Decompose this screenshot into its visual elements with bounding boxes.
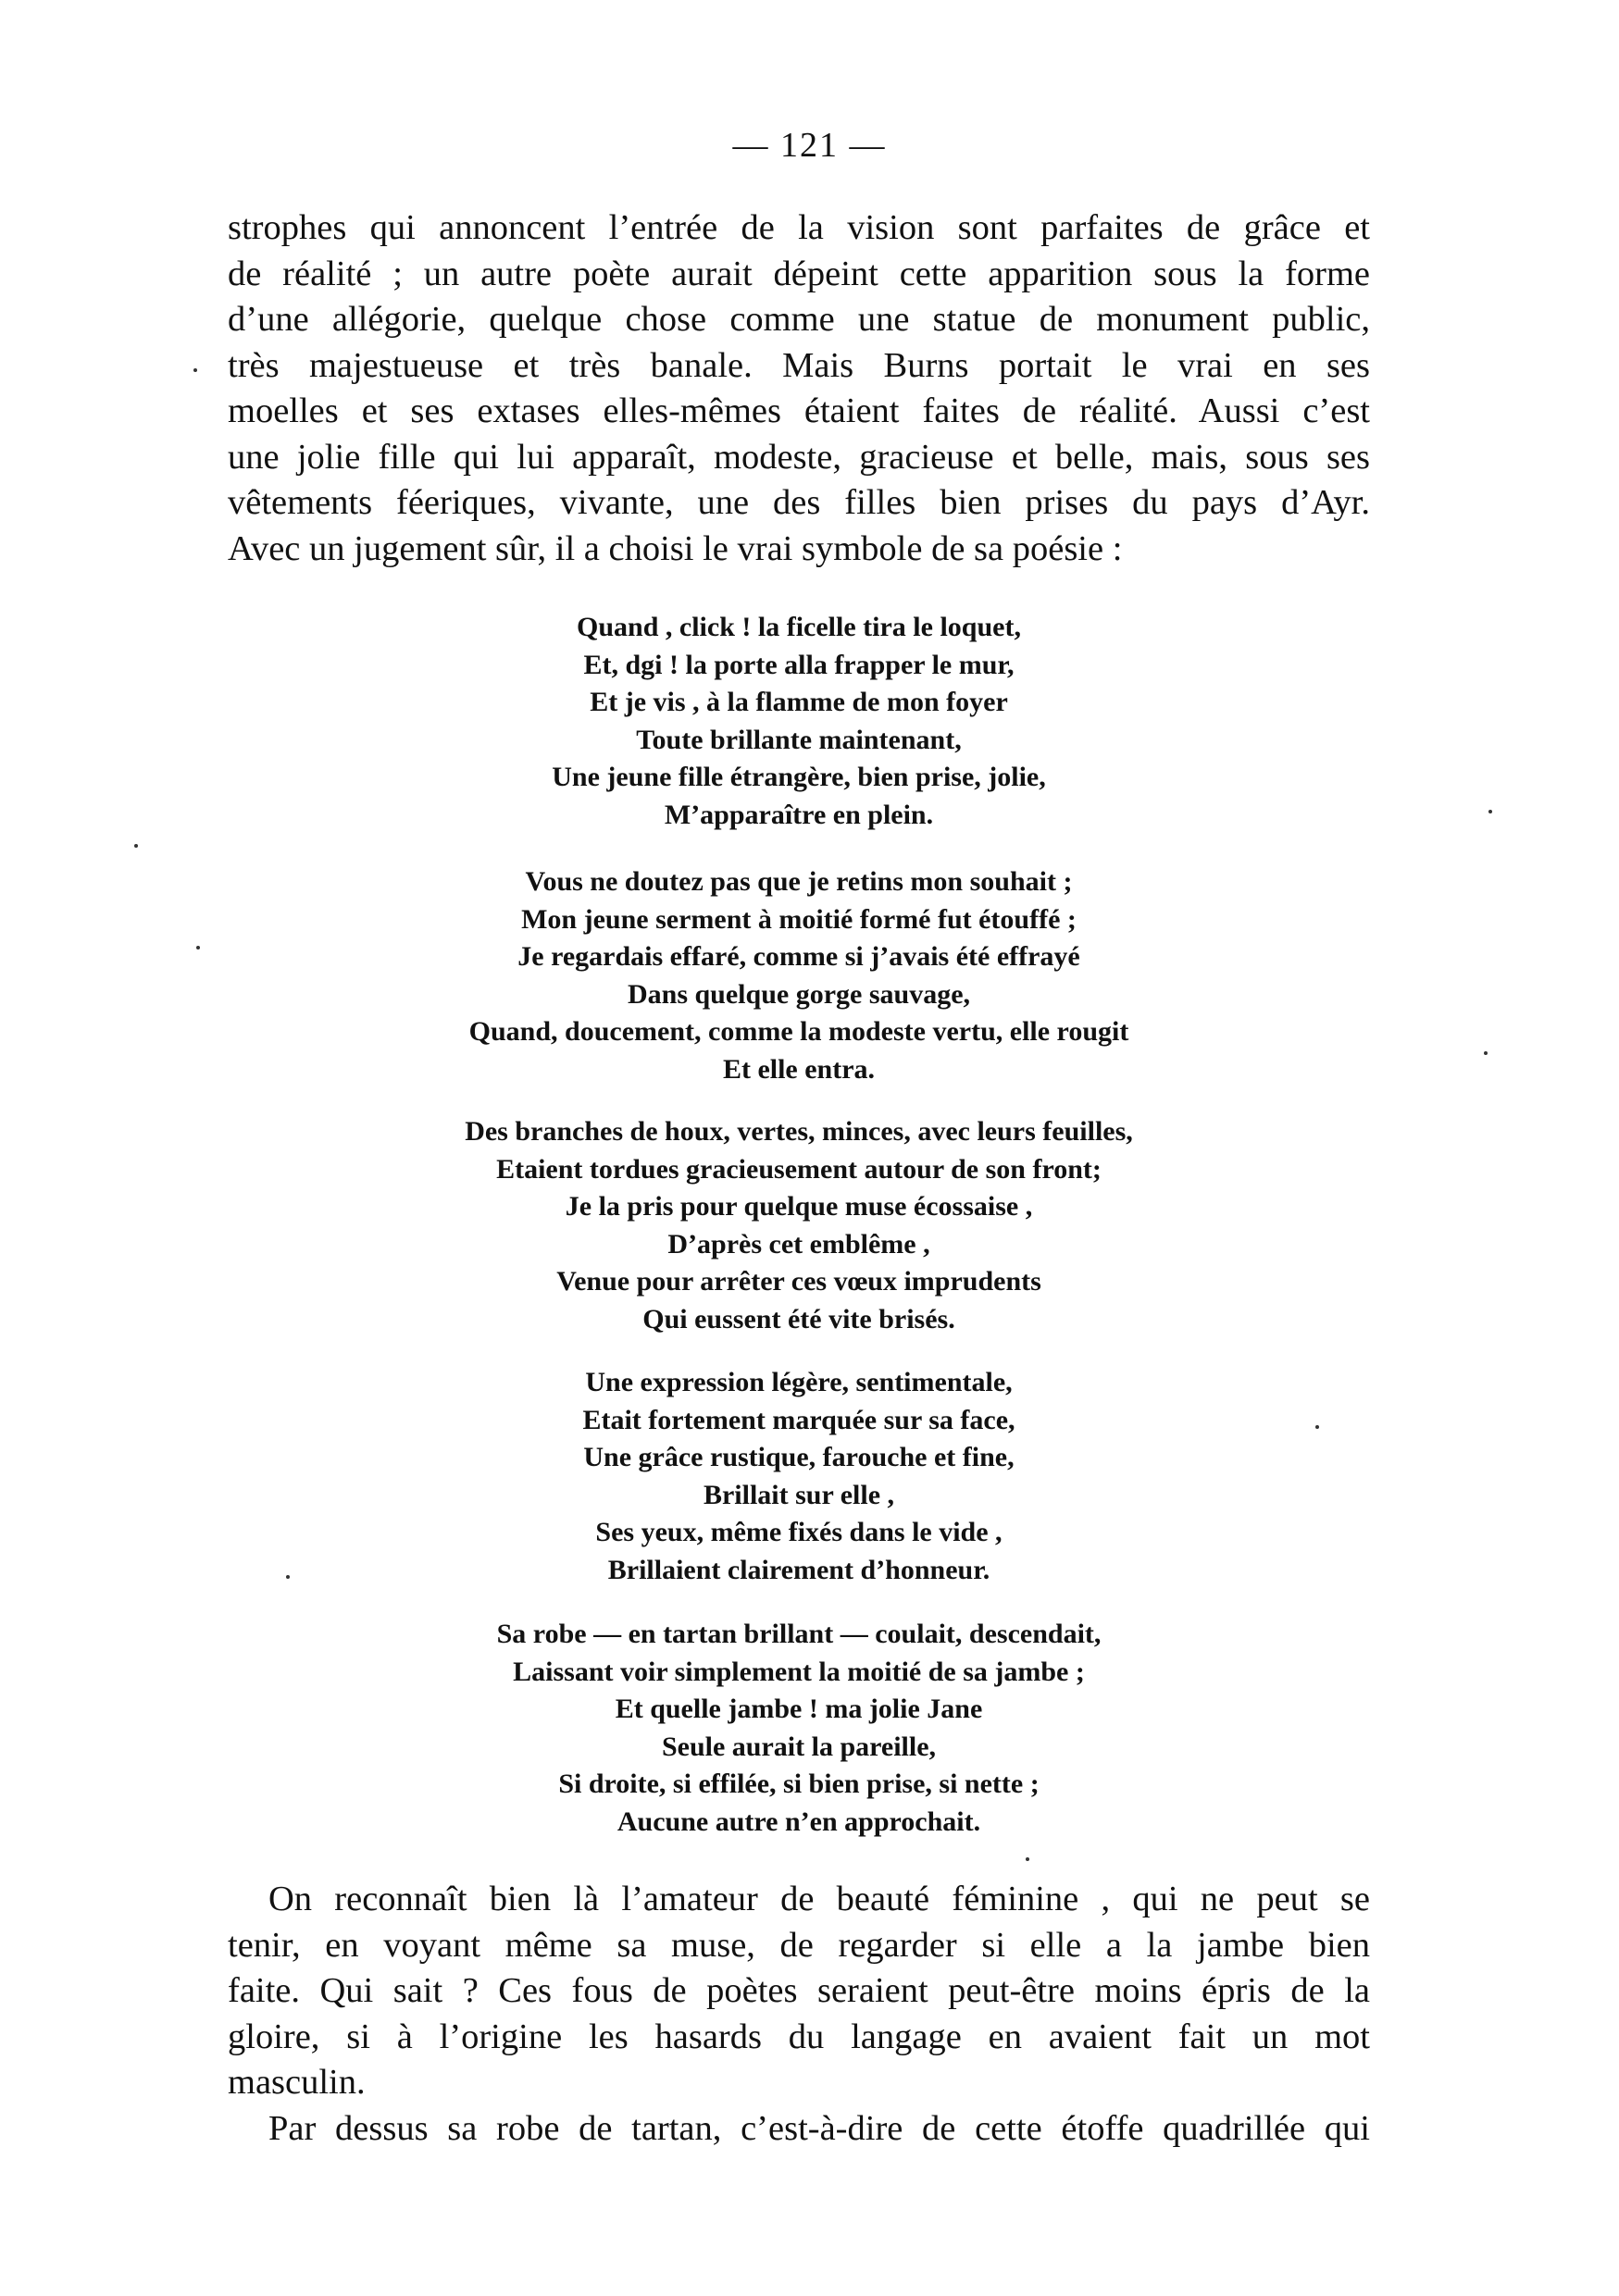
text-line: On reconnaît bien là l’amateur de beauté féminine , qui ne peut se [268, 1880, 1370, 1918]
text-line: moelles et ses extases elles-mêmes étaient faites de réalité. Aussi c’est [228, 391, 1370, 430]
verse-line: Laissant voir simplement la moitié de sa jambe ; [513, 1656, 1085, 1687]
verse-line: Une expression légère, sentimentale, [585, 1367, 1013, 1397]
scan-speck [286, 1575, 290, 1579]
verse-line: Brillait sur elle , [703, 1479, 895, 1510]
verse-line: Si droite, si effilée, si bien prise, si nette ; [558, 1769, 1040, 1799]
outro-paragraphs [228, 1877, 1370, 2152]
verse-line: Seule aurait la pareille, [661, 1731, 937, 1762]
verse-line: Brillaient clairement d’honneur. [607, 1554, 990, 1585]
verse-line: Toute brillante maintenant, [636, 724, 962, 755]
poem-stanza-4 [228, 1364, 1370, 1589]
scan-speck [1488, 810, 1492, 813]
verse-line: Une grâce rustique, farouche et fine, [583, 1442, 1015, 1472]
verse-line: Etaient tordues gracieusement autour de son front; [496, 1153, 1102, 1185]
scan-speck [134, 844, 138, 848]
verse-line: Aucune autre n’en approchait. [616, 1806, 981, 1837]
text-line: strophes qui annoncent l’entrée de la vision sont parfaites de grâce et [228, 208, 1370, 247]
verse-line: Sa robe — en tartan brillant — coulait, descendait, [496, 1619, 1102, 1649]
text-line: très majestueuse et très banale. Mais Burns portait le vrai en ses [228, 345, 1370, 385]
verse-line: Venue pour arrêter ces vœux imprudents [556, 1266, 1041, 1297]
text-line: de réalité ; un autre poète aurait dépeint cette apparition sous la forme [228, 254, 1370, 293]
scan-speck [1026, 1857, 1029, 1861]
scan-speck [196, 946, 200, 949]
text-line: gloire, si à l’origine les hasards du langage en avaient fait un mot [228, 2017, 1370, 2056]
scan-speck [1315, 1425, 1319, 1429]
verse-line: Et, dgi ! la porte alla frapper le mur, [583, 649, 1015, 680]
text-line: d’une allégorie, quelque chose comme une statue de monument public, [228, 300, 1370, 339]
verse-line: Mon jeune serment à moitié formé fut étouffé ; [521, 903, 1077, 935]
verse-line: Des branches de houx, vertes, minces, avec leurs feuilles, [465, 1116, 1133, 1147]
text-line: Par dessus sa robe de tartan, c’est-à-dire de cette étoffe quadrillée qui [268, 2108, 1370, 2148]
text-line: masculin. [228, 2063, 366, 2102]
text-line: une jolie fille qui lui apparaît, modeste, gracieuse et belle, mais, sous ses [228, 437, 1370, 477]
poem-stanza-3 [228, 1113, 1370, 1338]
verse-line: Qui eussent été vite brisés. [642, 1303, 955, 1334]
poem-stanza-2 [228, 863, 1370, 1088]
verse-line: Et elle entra. [722, 1053, 876, 1085]
verse-line: Une jeune fille étrangère, bien prise, jolie, [552, 762, 1046, 792]
verse-line: Dans quelque gorge sauvage, [627, 978, 971, 1010]
scan-speck [1484, 1051, 1488, 1055]
text-line: tenir, en voyant même sa muse, de regarder si elle a la jambe bien [228, 1925, 1370, 1965]
verse-line: Etait fortement marquée sur sa face, [582, 1404, 1015, 1435]
scan-speck [193, 368, 197, 372]
text-line: vêtements féeriques, vivante, une des filles bien prises du pays d’Ayr. [228, 483, 1370, 522]
verse-line: Je la pris pour quelque muse écossaise , [565, 1191, 1033, 1222]
verse-line: M’apparaître en plein. [664, 799, 934, 830]
verse-line: D’après cet emblême , [667, 1228, 930, 1260]
text-line: faite. Qui sait ? Ces fous de poètes seraient peut-être moins épris de la [228, 1971, 1370, 2010]
verse-line: Quand , click ! la ficelle tira le loquet, [577, 612, 1021, 642]
text-line: Avec un jugement sûr, il a choisi le vrai symbole de sa poésie : [228, 528, 1123, 568]
poem-stanza-5 [228, 1616, 1370, 1841]
verse-line: Et quelle jambe ! ma jolie Jane [615, 1694, 983, 1724]
verse-line: Et je vis , à la flamme de mon foyer [590, 687, 1008, 717]
verse-line: Vous ne doutez pas que je retins mon souhait ; [525, 866, 1073, 897]
page-number: — 121 — [732, 126, 887, 165]
verse-line: Je regardais effaré, comme si j’avais été effrayé [517, 941, 1080, 972]
verse-line: Ses yeux, même fixés dans le vide , [595, 1517, 1003, 1547]
verse-line: Quand, doucement, comme la modeste vertu, elle rougit [468, 1016, 1129, 1047]
intro-paragraph [228, 205, 1370, 572]
poem-stanza-1 [228, 609, 1370, 834]
